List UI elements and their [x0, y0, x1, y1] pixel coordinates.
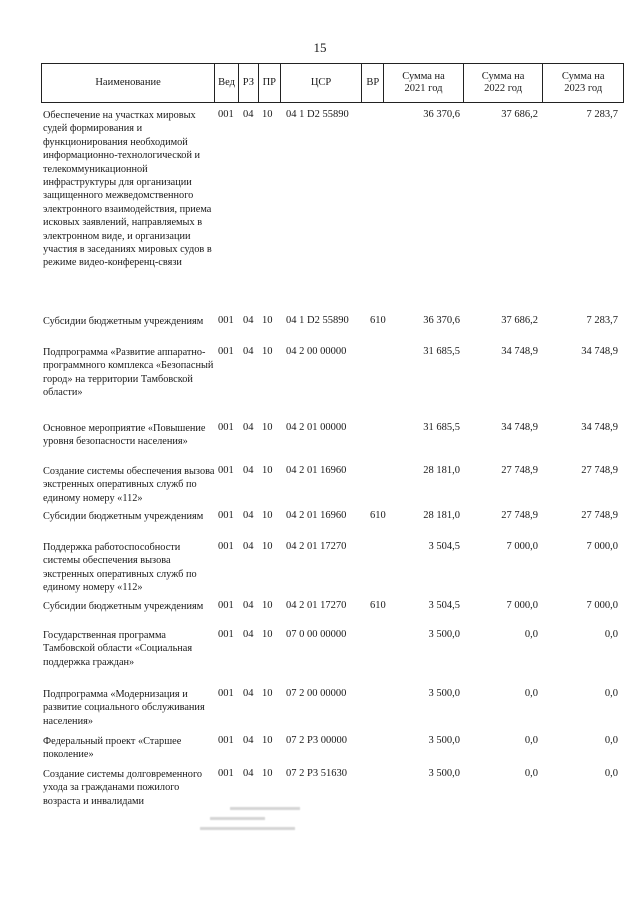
row-sum-2021: 3 500,0 — [428, 629, 460, 640]
row-name: Поддержка работоспособности системы обеспечения вызова экстренных оперативных служб по единому номеру «112» — [43, 542, 197, 594]
row-ved: 001 — [218, 346, 234, 357]
row-rz: 04 — [243, 688, 254, 699]
table-row — [0, 109, 640, 269]
row-sum-2022: 34 748,9 — [501, 422, 538, 433]
table-row — [0, 510, 640, 522]
row-rz: 04 — [243, 541, 254, 552]
row-vr: 610 — [370, 600, 386, 611]
header-sum-2021-line2: 2021 год — [404, 83, 443, 94]
header-rz: РЗ — [239, 64, 259, 102]
header-sum-2021 — [384, 64, 464, 102]
header-sum-2022-line1: Сумма на — [481, 71, 525, 83]
row-sum-2022: 37 686,2 — [501, 109, 538, 120]
row-pr: 10 — [262, 510, 273, 521]
header-name: Наименование — [42, 64, 215, 102]
row-rz: 04 — [243, 465, 254, 476]
row-sum-2022: 7 000,0 — [506, 541, 538, 552]
row-sum-2021: 3 504,5 — [428, 600, 460, 611]
row-pr: 10 — [262, 346, 273, 357]
row-sum-2023: 7 000,0 — [586, 541, 618, 552]
row-sum-2022: 0,0 — [524, 688, 538, 699]
row-csr: 04 2 01 00000 — [286, 422, 347, 433]
row-rz: 04 — [243, 510, 254, 521]
row-rz: 04 — [243, 768, 254, 779]
row-pr: 10 — [262, 315, 273, 326]
row-name: Основное мероприятие «Повышение уровня безопасности населения» — [43, 423, 206, 448]
row-sum-2023: 27 748,9 — [581, 465, 618, 476]
row-pr: 10 — [262, 688, 273, 699]
row-csr: 07 0 00 00000 — [286, 629, 347, 640]
row-sum-2023: 7 283,7 — [586, 315, 618, 326]
row-pr: 10 — [262, 629, 273, 640]
row-sum-2022: 0,0 — [524, 629, 538, 640]
header-pr: ПР — [259, 64, 281, 102]
row-csr: 07 2 P3 00000 — [286, 735, 347, 746]
row-csr: 04 2 01 17270 — [286, 541, 347, 552]
row-ved: 001 — [218, 510, 234, 521]
row-sum-2022: 0,0 — [524, 735, 538, 746]
table-row — [0, 768, 640, 807]
row-rz: 04 — [243, 346, 254, 357]
table-row — [0, 422, 640, 448]
row-sum-2023: 0,0 — [604, 735, 618, 746]
table-header — [41, 63, 624, 103]
row-sum-2023: 27 748,9 — [581, 510, 618, 521]
row-csr: 04 2 01 16960 — [286, 510, 347, 521]
row-pr: 10 — [262, 465, 273, 476]
row-sum-2022: 7 000,0 — [506, 600, 538, 611]
row-sum-2021: 31 685,5 — [423, 422, 460, 433]
row-sum-2023: 0,0 — [604, 629, 618, 640]
row-sum-2023: 7 000,0 — [586, 600, 618, 611]
row-ved: 001 — [218, 315, 234, 326]
row-csr: 07 2 00 00000 — [286, 688, 347, 699]
row-name: Субсидии бюджетным учреждениям — [43, 601, 204, 612]
row-sum-2022: 34 748,9 — [501, 346, 538, 357]
row-rz: 04 — [243, 422, 254, 433]
row-sum-2021: 3 500,0 — [428, 688, 460, 699]
row-rz: 04 — [243, 735, 254, 746]
table-row — [0, 688, 640, 727]
row-ved: 001 — [218, 422, 234, 433]
header-sum-2022-line2: 2022 год — [484, 83, 523, 94]
row-csr: 07 2 P3 51630 — [286, 768, 347, 779]
row-sum-2021: 28 181,0 — [423, 510, 460, 521]
header-ved: Вед — [215, 64, 239, 102]
row-pr: 10 — [262, 600, 273, 611]
row-sum-2021: 3 500,0 — [428, 735, 460, 746]
row-csr: 04 2 01 17270 — [286, 600, 347, 611]
row-pr: 10 — [262, 422, 273, 433]
row-pr: 10 — [262, 109, 273, 120]
row-rz: 04 — [243, 629, 254, 640]
header-sum-2023 — [543, 64, 623, 102]
page-number: 15 — [313, 40, 327, 55]
row-name: Создание системы обеспечения вызова экстренных оперативных служб по единому номеру «112» — [43, 466, 215, 504]
row-rz: 04 — [243, 315, 254, 326]
row-pr: 10 — [262, 768, 273, 779]
row-pr: 10 — [262, 735, 273, 746]
row-sum-2021: 3 500,0 — [428, 768, 460, 779]
row-sum-2021: 28 181,0 — [423, 465, 460, 476]
row-name: Создание системы долговременного ухода за гражданами пожилого возраста и инвалидами — [43, 769, 203, 807]
row-sum-2023: 34 748,9 — [581, 346, 618, 357]
row-ved: 001 — [218, 735, 234, 746]
row-csr: 04 1 D2 55890 — [286, 109, 349, 120]
table-row — [0, 541, 640, 594]
row-name: Государственная программа Тамбовской области «Социальная поддержка граждан» — [43, 630, 193, 668]
row-ved: 001 — [218, 465, 234, 476]
header-csr: ЦСР — [281, 64, 363, 102]
row-name: Федеральный проект «Старшее поколение» — [43, 736, 182, 761]
row-sum-2023: 34 748,9 — [581, 422, 618, 433]
row-name: Подпрограмма «Модернизация и развитие социального обслуживания населения» — [43, 689, 205, 727]
row-name: Подпрограмма «Развитие аппаратно-программного комплекса «Безопасный город» на территории Тамбовской области» — [43, 347, 214, 399]
header-vr: ВР — [362, 64, 384, 102]
header-sum-2021-line1: Сумма на — [402, 71, 445, 83]
row-csr: 04 2 00 00000 — [286, 346, 347, 357]
row-ved: 001 — [218, 768, 234, 779]
row-rz: 04 — [243, 600, 254, 611]
row-pr: 10 — [262, 541, 273, 552]
row-sum-2022: 37 686,2 — [501, 315, 538, 326]
row-vr: 610 — [370, 315, 386, 326]
row-sum-2023: 0,0 — [604, 768, 618, 779]
row-ved: 001 — [218, 109, 234, 120]
row-ved: 001 — [218, 688, 234, 699]
row-sum-2022: 0,0 — [524, 768, 538, 779]
table-row — [0, 735, 640, 761]
row-name: Субсидии бюджетным учреждениям — [43, 511, 204, 522]
faded-stamp — [200, 800, 305, 840]
table-row — [0, 465, 640, 504]
header-sum-2022 — [464, 64, 544, 102]
table-row — [0, 629, 640, 668]
table-row — [0, 315, 640, 327]
row-name: Субсидии бюджетным учреждениям — [43, 316, 204, 327]
table-row — [0, 600, 640, 612]
table-row — [0, 346, 640, 399]
row-sum-2022: 27 748,9 — [501, 465, 538, 476]
row-ved: 001 — [218, 629, 234, 640]
row-sum-2021: 3 504,5 — [428, 541, 460, 552]
row-sum-2023: 0,0 — [604, 688, 618, 699]
row-name: Обеспечение на участках мировых судей формирования и функционирования необходимой информационно-технологической и телекоммуникационной инфраструктуры для организации защищенного межведомственного электронного взаимодействия, приема исковых заявлений, направляемых в электронном виде, и организации участия в заседаниях мировых судов в режиме видео-конференц-связи — [43, 110, 212, 269]
header-sum-2023-line1: Сумма на — [561, 71, 605, 83]
row-csr: 04 2 01 16960 — [286, 465, 347, 476]
row-ved: 001 — [218, 541, 234, 552]
row-rz: 04 — [243, 109, 254, 120]
row-csr: 04 1 D2 55890 — [286, 315, 349, 326]
row-sum-2023: 7 283,7 — [586, 109, 618, 120]
row-sum-2021: 36 370,6 — [423, 109, 460, 120]
row-ved: 001 — [218, 600, 234, 611]
row-sum-2021: 36 370,6 — [423, 315, 460, 326]
row-sum-2021: 31 685,5 — [423, 346, 460, 357]
row-vr: 610 — [370, 510, 386, 521]
header-sum-2023-line2: 2023 год — [564, 83, 603, 94]
row-sum-2022: 27 748,9 — [501, 510, 538, 521]
